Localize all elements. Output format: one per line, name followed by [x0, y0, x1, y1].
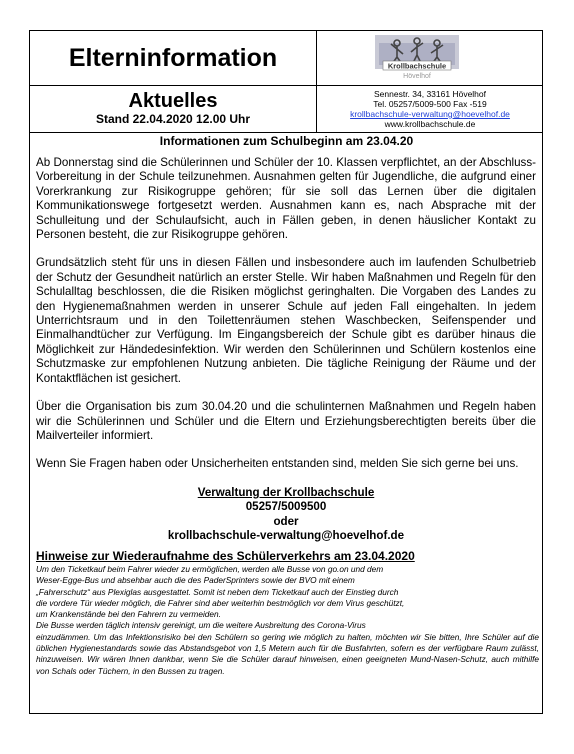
- hint-line: „Fahrerschutz“ aus Plexiglas ausgestattet. Somit ist neben dem Ticketkauf auch der Einstieg durch: [36, 586, 399, 597]
- paragraph: Grundsätzlich steht für uns in diesen Fällen und insbesondere auch im laufenden Schulbetrieb der Schutz der Gesundheit natürlich an erster Stelle. Wir haben Maßnahmen und Regeln für den Schulalltag beschlossen, die die Risiken möglichst geringhalten. Die Vorgaben des Landes zu den Hygienemaßnahmen werden in unserer Schule auf jeden Fall eingehalten. In jedem Unterrichtsraum und in den Toilettenräumen stehen Waschbecken, Seifenspender und Einmalhandtücher zur Verfügung. Im Eingangsbereich der Schule gibt es darüber hinaus die Möglichkeit zur Händedesinfektion. Wir werden den Schülerinnen und Schülern kostenlos eine Schutzmaske zur empfohlenen Nutzung anbieten. Die tägliche Reinigung der Räume und der Kontaktflächen ist gesichert.: [36, 256, 536, 385]
- hint-line: einzudämmen. Um das Infektionsrisiko bei den Schülern so gering wie möglich zu halten, möchten wir Sie bitten, Ihre Schüler auf die üblichen Hygienestandards sowie das Abstandsgebot von 1,5 Metern auch für die Busfahrten, sofern es der verfügbare Raum zulässt, hinzuweisen. Wir wären Ihnen dankbar, wenn Sie die Schüler darauf hinweisen, einen geeigneten Mund-Nasen-Schutz, auch mithilfe von Schals oder Tüchern, in den Bussen zu tragen.: [36, 631, 539, 676]
- document-frame: [29, 30, 543, 714]
- contact-name: Verwaltung der Krollbachschule: [197, 485, 375, 499]
- paragraph: Wenn Sie Fragen haben oder Unsicherheiten entstanden sind, melden Sie sich gerne bei uns.: [36, 457, 519, 471]
- transport-hints: [36, 549, 539, 677]
- hint-line: um Krankenstände bei den Fahrern zu vermeiden.: [36, 609, 221, 620]
- info-title: Informationen zum Schulbeginn am 23.04.20: [159, 134, 414, 148]
- document-title: Elterninformation: [30, 31, 317, 86]
- hint-line: die vordere Tür wieder möglich, die Fahrer sind aber weiterhin bestmöglich vor dem Virus geschützt,: [36, 597, 405, 608]
- address-block: [317, 86, 543, 133]
- subtitle: Aktuelles: [128, 90, 218, 112]
- logo-text: Krollbachschule: [387, 61, 447, 71]
- hint-text: [36, 564, 539, 677]
- hint-line: Um den Ticketkauf beim Fahrer wieder zu ermöglichen, werden alle Busse von go.on und dem: [36, 564, 384, 574]
- contact-or: oder: [273, 514, 299, 528]
- hint-title: Hinweise zur Wiederaufnahme des Schülerverkehrs am 23.04.2020: [36, 549, 415, 563]
- contact-phone: 05257/5009500: [245, 500, 327, 514]
- subtitle-block: [30, 86, 317, 133]
- hint-line: Die Busse werden täglich intensiv gereinigt, um die weitere Ausbreitung des Corona-Virus: [36, 620, 366, 631]
- website[interactable]: www.krollbachschule.de: [384, 119, 476, 129]
- email-link[interactable]: krollbachschule-verwaltung@hoevelhof.de: [350, 109, 510, 119]
- contact-email: krollbachschule-verwaltung@hoevelhof.de: [167, 528, 405, 542]
- address: Sennestr. 34, 33161 Hövelhof: [374, 89, 486, 99]
- paragraph: Über die Organisation bis zum 30.04.20 und die schulinternen Maßnahmen und Regeln haben wir die Schülerinnen und Schüler und die Eltern und Erziehungsberechtigten bereits über die Mailverteiler informiert.: [36, 400, 536, 442]
- stand-date: Stand 22.04.2020 12.00 Uhr: [95, 112, 251, 126]
- logo-subtext: Hövelhof: [403, 73, 431, 80]
- body-text: [36, 156, 536, 543]
- paragraph: Ab Donnerstag sind die Schülerinnen und Schüler der 10. Klassen verpflichtet, an der Abschluss-Vorbereitung in der Schule teilzunehmen. Ausnahmen gelten für Jugendliche, die aufgrund einer Vorerkrankung zur Risikogruppe gehören; für sie soll das Lernen über die digitalen Kommunikationswege fortgesetzt werden. Ausnahmen kann es, nach Absprache mit der Schulleitung und der Schulaufsicht, auch in Fällen geben, in denen häuslicher Kontakt zu Personen besteht, die zur Risikogruppe gehören.: [36, 156, 536, 242]
- school-logo-icon: [317, 31, 543, 86]
- hint-line: Weser-Egge-Bus und absehbar auch die des PaderSprinters sowie der BVO mit einem: [36, 575, 355, 586]
- phone-fax: Tel. 05257/5009-500 Fax -519: [373, 99, 487, 109]
- school-logo: [317, 31, 543, 86]
